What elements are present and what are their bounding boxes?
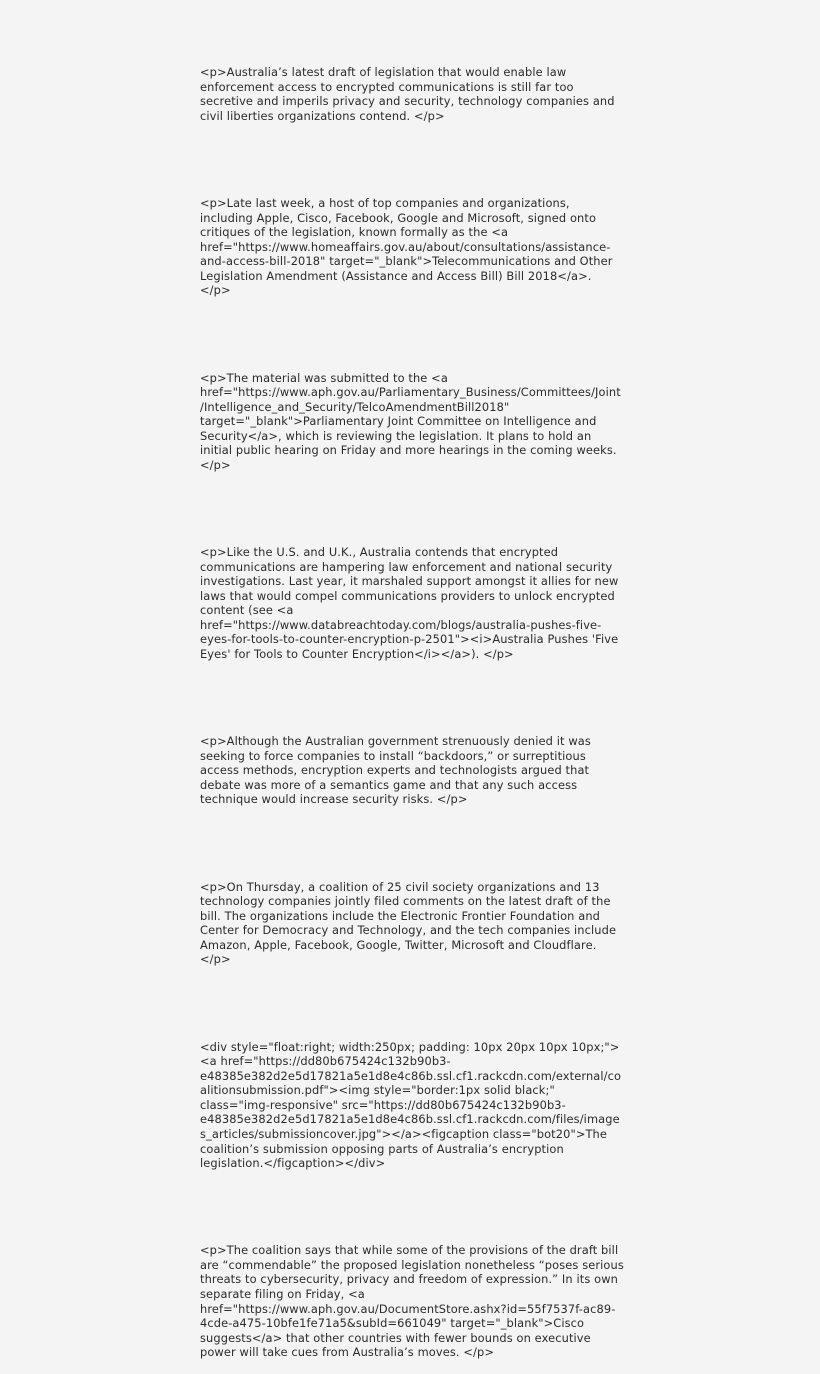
block-spacer <box>200 1200 624 1215</box>
block-spacer <box>200 996 624 1011</box>
source-block: <p>Although the Australian government strenuously denied it was seeking to force companies to install “backdoors,” or surreptitious access methods, encryption experts and technologists argued that debate was more of a semantics game and that any such access technique would increase security risks. </p> <box>200 734 595 807</box>
source-block: <p>On Thursday, a coalition of 25 civil society organizations and 13 technology companies jointly filed comments on the latest draft of the bill. The organizations include the Electronic Frontier Foundation and Center for Democracy and Technology, and the tech companies include Amazon, Apple, Facebook, Google, Twitter, Microsoft and Cloudflare. </p> <box>200 879 620 967</box>
block-spacer <box>200 691 624 706</box>
source-block: <p>The coalition says that while some of the provisions of the draft bill are “commendable” the proposed legislation nonetheless “poses serious threats to cybersecurity, privacy and freedom of expression.” In its own separate filing on Friday, <a href="https://www.aph.gov.au/DocumentStore.ashx?id=55f7537f-ac89-4cde-a475-10bfe1fe71a5&subId=661049" target="_blank">Cisco suggests</a> that other countries with fewer bounds on executive power will take cues from Australia’s moves. </p> <box>200 1243 628 1360</box>
source-block: <p>Late last week, a host of top companies and organizations, including Apple, Cisco, Facebook, Google and Microsoft, signed onto critiques of the legislation, known formally as the <a href="https://www.homeaffairs.gov.au/about/consultations/assistance-and-access-bill-2018" target="_blank">Telecommunications and Other Legislation Amendment (Assistance and Access Bill) Bill 2018</a>. </p> <box>200 196 617 298</box>
block-spacer <box>200 152 624 167</box>
source-block: <div style="float:right; width:250px; padding: 10px 20px 10px 10px;"><a href="https://dd80b675424c132b90b3-e48385e382d2e5d17821a5e1d8e4c86b.ssl.cf1.rackcdn.com/external/coalitionsubmission.pdf"><img style="border:1px solid black;" class="img-responsive" src="https://dd80b675424c132b90b3-e48385e382d2e5d17821a5e1d8e4c86b.ssl.cf1.rackcdn.com/files/images_articles/submissioncover.jpg"></a><figcaption class="bot20">The coalition’s submission opposing parts of Australia’s encryption legislation.</figcaption></div> <box>200 1039 622 1171</box>
block-spacer <box>200 327 624 342</box>
block-spacer <box>200 836 624 851</box>
block-spacer <box>200 502 624 517</box>
html-source-text-view <box>200 36 628 1374</box>
source-block: <p>The material was submitted to the <a href="https://www.aph.gov.au/Parliamentary_Business/Committees/Joint/Intelligence_and_Security/TelcoAmendmentBill2018" target="_blank">Parliamentary Joint Committee on Intelligence and Security</a>, which is reviewing the legislation. It plans to hold an initial public hearing on Friday and more hearings in the coming weeks. </p> <box>200 370 621 472</box>
source-block: <p>Australia’s latest draft of legislation that would enable law enforcement access to encrypted communications is still far too secretive and imperils privacy and security, technology companies and civil liberties organizations contend. </p> <box>200 65 619 123</box>
source-block: <p>Like the U.S. and U.K., Australia contends that encrypted communications are hampering law enforcement and national security investigations. Last year, it marshaled support amongst it allies for new laws that would compel communications providers to unlock encrypted content (see <a href="https://www.databreachtoday.com/blogs/australia-pushes-five-eyes-for-tools-to-counter-encryption-p-2501"><i>Australia Pushes 'Five Eyes' for Tools to Counter Encryption</i></a>). </p> <box>200 545 623 661</box>
